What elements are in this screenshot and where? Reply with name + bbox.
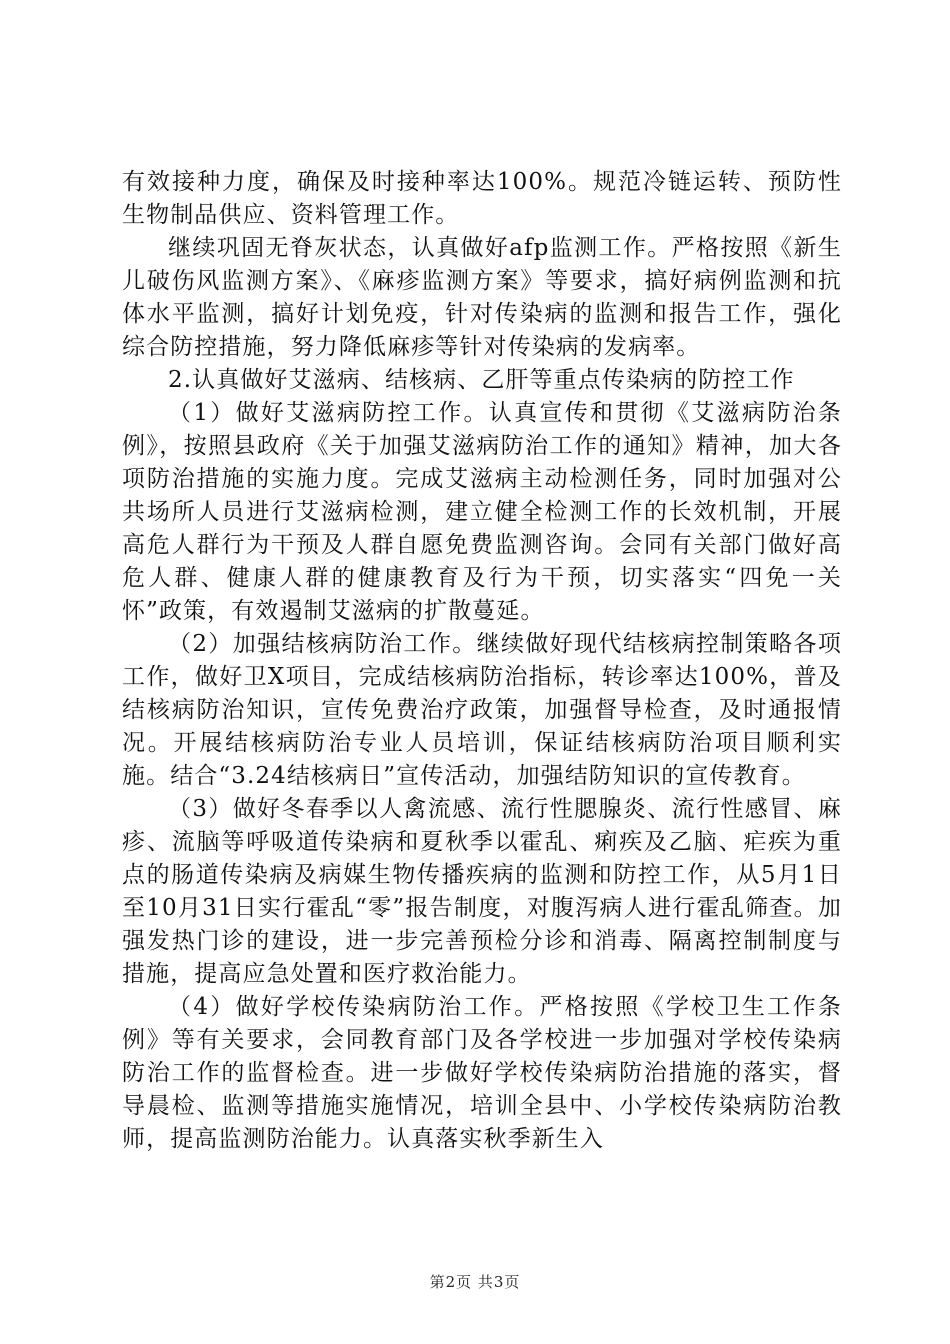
paragraph-tuberculosis: （2）加强结核病防治工作。继续做好现代结核病控制策略各项工作，做好卫X项目，完成结核病防治指标，转诊率达100%，普及结核病防治知识，宣传免费治疗政策，加强督导检查，及时通报情况。开展结核病防治专业人员培训，保证结核病防治项目顺利实施。结合“3.24结核病日”宣传活动，加强结防知识的宣传教育。 [122, 631, 842, 789]
page-number-footer: 第2页 共3页 [429, 1273, 521, 1291]
paragraph-2: 继续巩固无脊灰状态，认真做好afp监测工作。严格按照《新生儿破伤风监测方案》、《麻疹监测方案》等要求，搞好病例监测和抗体水平监测，搞好计划免疫，针对传染病的监测和报告工作，强化综合防控措施，努力降低麻疹等针对传染病的发病率。 [122, 235, 842, 360]
document-body [122, 166, 842, 1156]
paragraph-aids: （1）做好艾滋病防控工作。认真宣传和贯彻《艾滋病防治条例》，按照县政府《关于加强艾滋病防治工作的通知》精神，加大各项防治措施的实施力度。完成艾滋病主动检测任务，同时加强对公共场所人员进行艾滋病检测，建立健全检测工作的长效机制，开展高危人群行为干预及人群自愿免费监测咨询。会同有关部门做好高危人群、健康人群的健康教育及行为干预，切实落实“四免一关怀”政策，有效遏制艾滋病的扩散蔓延。 [122, 400, 842, 624]
paragraph-school-diseases: （4）做好学校传染病防治工作。严格按照《学校卫生工作条例》等有关要求，会同教育部门及各学校进一步加强对学校传染病防治工作的监督检查。进一步做好学校传染病防治措施的落实，督导晨检、监测等措施实施情况，培训全县中、小学校传染病防治教师，提高监测防治能力。认真落实秋季新生入 [122, 994, 842, 1152]
section-heading: 2.认真做好艾滋病、结核病、乙肝等重点传染病的防控工作 [168, 367, 795, 393]
paragraph-1: 有效接种力度，确保及时接种率达100%。规范冷链运转、预防性生物制品供应、资料管理工作。 [122, 169, 842, 228]
paragraph-seasonal-diseases: （3）做好冬春季以人禽流感、流行性腮腺炎、流行性感冒、麻疹、流脑等呼吸道传染病和夏秋季以霍乱、痢疾及乙脑、疟疾为重点的肠道传染病及病媒生物传播疾病的监测和防控工作，从5月1日至10月31日实行霍乱“零”报告制度，对腹泻病人进行霍乱筛查。加强发热门诊的建设，进一步完善预检分诊和消毒、隔离控制制度与措施，提高应急处置和医疗救治能力。 [122, 796, 842, 987]
